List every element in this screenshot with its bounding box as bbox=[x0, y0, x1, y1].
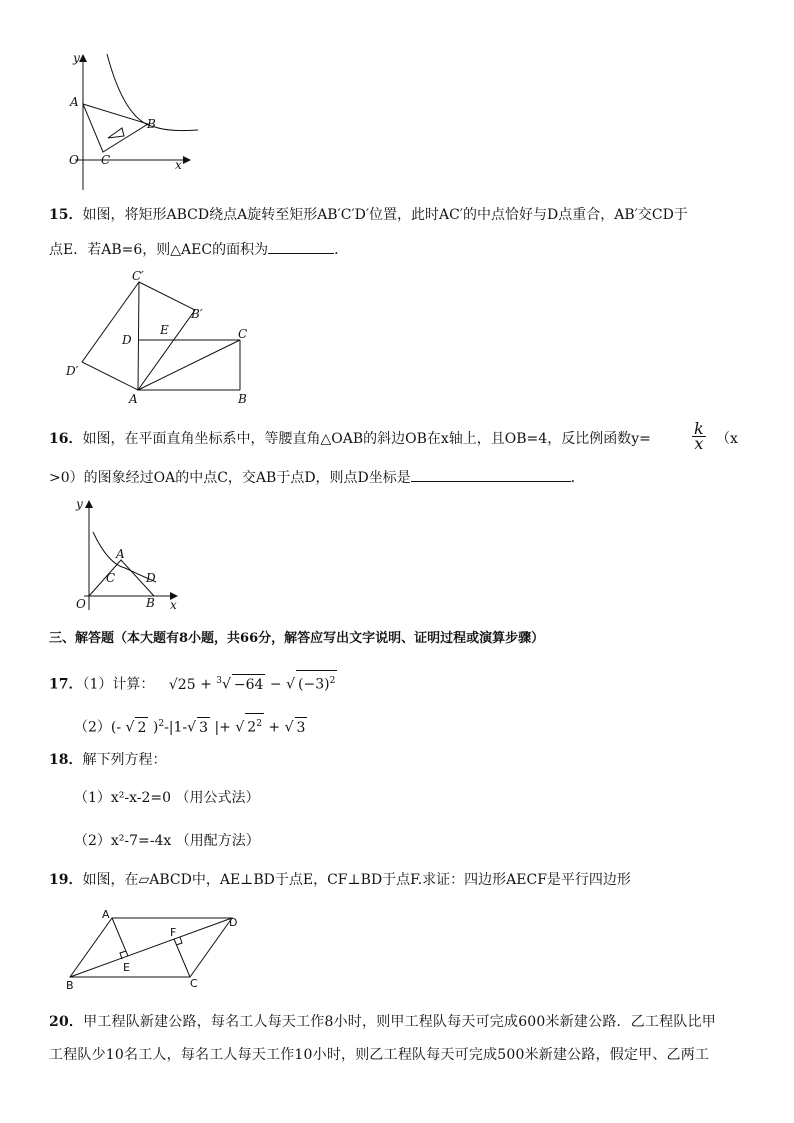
q19-body: 如图，在▱ABCD中，AE⊥BD于点E，CF⊥BD于点F.求证：四边形AECF是平行四边形 bbox=[82, 872, 631, 888]
q17-cbrt-index: 3 bbox=[216, 676, 222, 686]
q19-number: 19． bbox=[49, 872, 83, 888]
q15-number: 15． bbox=[49, 207, 83, 223]
fig16-x: x bbox=[170, 598, 177, 612]
q17-p2-plus2: + bbox=[268, 719, 281, 736]
q16-text2: >0）的图象经过OA的中点C，交AB于点D，则点D坐标是 bbox=[49, 470, 411, 486]
q17-p2-sqrt3b: 3 bbox=[295, 717, 308, 738]
fig16-d: D bbox=[146, 571, 156, 585]
q16-number: 16． bbox=[49, 431, 83, 447]
q18-title bbox=[49, 750, 166, 770]
fig14-x: x bbox=[175, 158, 182, 172]
q17-p2-exp: 2 bbox=[158, 719, 165, 729]
q16-fraction bbox=[692, 419, 706, 453]
q17-sqrt-sq-base: (−3) bbox=[298, 676, 330, 693]
q16-text1: 如图，在平面直角坐标系中，等腰直角△OAB的斜边OB在x轴上，且OB=4，反比例函数y= bbox=[82, 431, 651, 447]
q15-text2-end: ． bbox=[334, 242, 349, 258]
fig19-b: B bbox=[66, 979, 74, 992]
fig15-e: E bbox=[160, 323, 169, 337]
fig19-d: D bbox=[229, 916, 238, 929]
q17-p2-sqrt-sq-exp: 2 bbox=[256, 719, 262, 729]
q17-sqrt25: √25 bbox=[168, 676, 196, 693]
q18-title-text: 解下列方程： bbox=[82, 752, 167, 768]
q20-line2: 工程队少10名工人，每名工人每天工作10小时，则乙工程队每天可完成500米新建公路，假定甲、乙两工 bbox=[49, 1047, 710, 1063]
q17-p2-sqrt2: 2 bbox=[135, 717, 148, 738]
fig16-a: A bbox=[116, 547, 125, 561]
q17-p2-abs: -|1- bbox=[164, 719, 188, 736]
q16-figure bbox=[70, 496, 190, 611]
q18-number: 18． bbox=[49, 752, 83, 768]
q18-part1: （1）x²-x-2=0 （用公式法） bbox=[74, 790, 260, 806]
q17-part1: 17．（1）计算： √25 + $^3$√ −64 − √ $(-3)^2$ bbox=[49, 670, 337, 695]
q17-part2: （2）(- √ 2 )$^2$-|1-√ 3 |+ √ $2^2$ + √ 3 bbox=[74, 713, 307, 738]
fig16-b: B bbox=[146, 596, 155, 610]
q16-frac-num: k bbox=[694, 419, 704, 438]
fig15-a: A bbox=[129, 392, 138, 406]
q15-line2 bbox=[49, 239, 348, 260]
fig15-c: C bbox=[238, 327, 248, 341]
q17-sqrt-sq-exp: 2 bbox=[329, 676, 336, 686]
section-3-heading: 三、解答题（本大题有8小题，共66分，解答应写出文字说明、证明过程或演算步骤） bbox=[49, 631, 545, 646]
q17-number: 17． bbox=[49, 676, 83, 693]
q17-p1-label: （1）计算： bbox=[82, 676, 155, 693]
fig19-a: A bbox=[102, 908, 110, 921]
q18-part2: （2）x²-7=-4x （用配方法） bbox=[74, 833, 260, 849]
q16-line1 bbox=[49, 429, 651, 449]
q20-number: 20． bbox=[49, 1014, 84, 1030]
fig16-c: C bbox=[106, 571, 116, 585]
q15-line1 bbox=[49, 205, 688, 225]
fig16-o: O bbox=[76, 597, 86, 611]
fig14-a: A bbox=[70, 95, 79, 109]
q15-text1: 如图，将矩形ABCD绕点A旋转至矩形AB′C′D′位置，此时AC′的中点恰好与D点重合，AB′交CD于 bbox=[82, 207, 688, 223]
q17-p2-sqrt-sq bbox=[245, 713, 264, 738]
q17-p2-label: （2）(- bbox=[74, 719, 122, 736]
fig19-c: C bbox=[190, 977, 198, 990]
fig14-b: B bbox=[147, 117, 156, 131]
q17-p2-sqrt3: 3 bbox=[197, 717, 210, 738]
fig19-f: F bbox=[170, 926, 177, 939]
fig14-y: y bbox=[73, 51, 80, 65]
q16-text2-end: ． bbox=[570, 470, 585, 486]
q17-cbrt: −64 bbox=[232, 674, 266, 695]
q17-p2-sqrt-sq-base: 2 bbox=[247, 719, 257, 736]
fig15-b: B bbox=[238, 392, 247, 406]
q17-p2-plus: |+ bbox=[214, 719, 231, 736]
q16-line2 bbox=[49, 467, 585, 488]
q16-answer-blank[interactable] bbox=[411, 467, 571, 482]
fig15-d1: D′ bbox=[66, 364, 79, 378]
q15-answer-blank[interactable] bbox=[268, 239, 334, 254]
q17-minus: − bbox=[269, 676, 282, 693]
fig14-c: C bbox=[101, 153, 111, 167]
q15-figure bbox=[62, 269, 262, 412]
q17-plus: + bbox=[200, 676, 212, 693]
fig16-y: y bbox=[76, 497, 83, 511]
q20-text1: 甲工程队新建公路，每名工人每天工作8小时，则甲工程队每天可完成600米新建公路．乙工程队比甲 bbox=[83, 1014, 716, 1030]
q17-p2-close: ) bbox=[152, 719, 159, 736]
q15-text2: 点E．若AB=6，则△AEC的面积为 bbox=[49, 242, 269, 258]
q16-frac-den: x bbox=[694, 434, 704, 453]
q14-figure bbox=[65, 52, 195, 192]
q19-text bbox=[49, 870, 631, 890]
q19-figure bbox=[62, 905, 262, 995]
fig15-b1: B′ bbox=[191, 307, 203, 321]
fig15-d: D bbox=[122, 333, 132, 347]
fig14-o: O bbox=[69, 153, 79, 167]
fig19-e: E bbox=[123, 961, 130, 974]
q17-sqrt-sq bbox=[296, 670, 337, 695]
fig15-c1: C′ bbox=[132, 269, 144, 283]
q16-line1-end: （x bbox=[716, 431, 738, 447]
q20-line1 bbox=[49, 1012, 716, 1032]
